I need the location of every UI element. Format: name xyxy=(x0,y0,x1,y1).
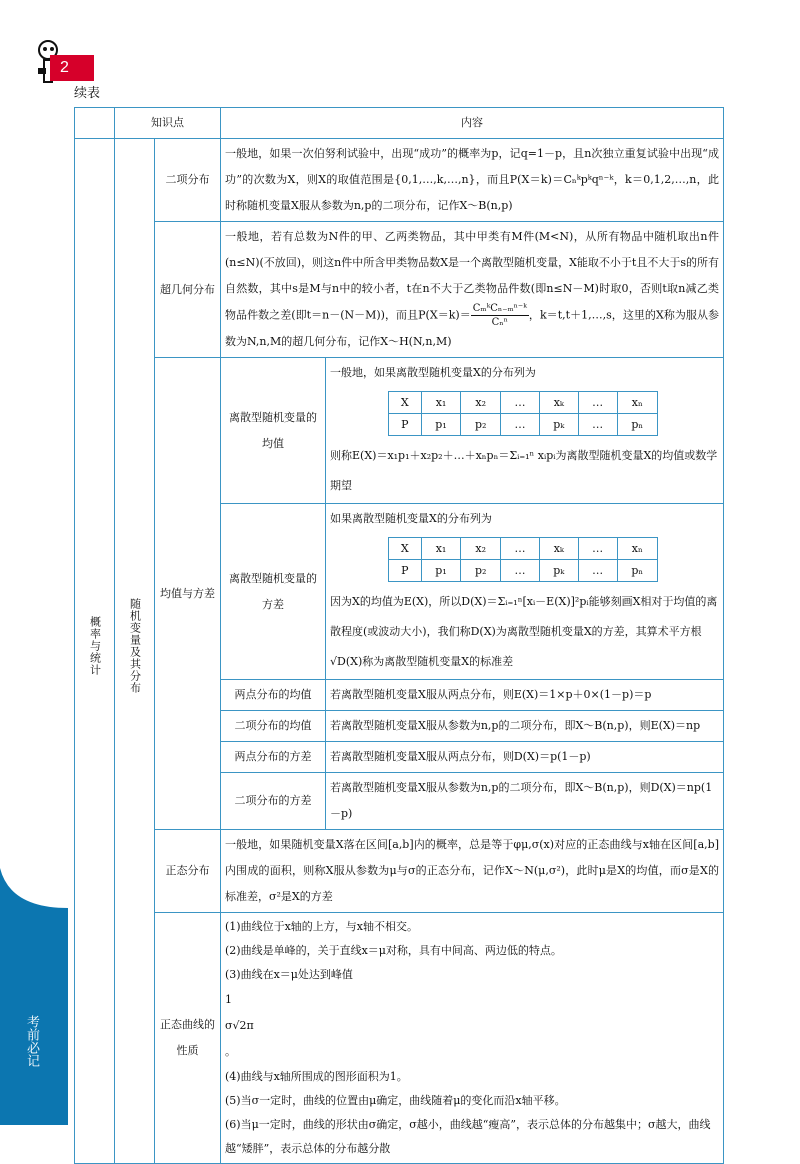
category-cell: 概率与统计 xyxy=(75,139,115,1164)
list-item: (2)曲线是单峰的，关于直线x＝μ对称，具有中间高、两边低的特点。 xyxy=(225,944,562,957)
binomial-label: 二项分布 xyxy=(155,139,221,222)
discrete-variance-content: 如果离散型随机变量X的分布列为 X x₁ x₂ … xₖ … xₙ P p₁ p₂ … pₖ … pₙ 因为X的均值为E(X)，所以D(X)＝Σᵢ₌₁ⁿ[xᵢ－E(X)]²pᵢ能够刻画X相对于均值的离散程度(或波动大小)，我们称D(X)为离散型随机变量X的方差，其算术平方根√D(X)称为离散型随机变量X的标准差 xyxy=(326,504,724,680)
page-number: 2 xyxy=(50,55,94,81)
two-point-mean-label: 两点分布的均值 xyxy=(221,680,326,711)
binomial-variance-content: 若离散型随机变量X服从参数为n,p的二项分布，即X～B(n,p)，则D(X)＝np(1－p) xyxy=(326,773,724,830)
discrete-mean-label: 离散型随机变量的均值 xyxy=(221,358,326,504)
discrete-mean-content: 一般地，如果离散型随机变量X的分布列为 X x₁ x₂ … xₖ … xₙ P p₁ p₂ … pₖ … pₙ 则称E(X)＝x₁p₁＋x₂p₂＋…＋xₙpₙ＝Σᵢ₌₁ⁿ xᵢpᵢ为离散型随机变量X的均值或数学期望 xyxy=(326,358,724,504)
knowledge-table xyxy=(74,107,724,1164)
list-item: (6)当μ一定时，曲线的形状由σ确定，σ越小，曲线越“瘦高”，表示总体的分布越集中；σ越大，曲线越“矮胖”，表示总体的分布越分散 xyxy=(225,1118,711,1155)
two-point-mean-content: 若离散型随机变量X服从两点分布，则E(X)＝1×p＋0×(1－p)＝p xyxy=(326,680,724,711)
distribution-table-mean: X x₁ x₂ … xₖ … xₙ P p₁ p₂ … pₖ … pₙ xyxy=(388,391,658,436)
continued-label: 续表 xyxy=(74,86,101,101)
binomial-content: 一般地，如果一次伯努利试验中，出现“成功”的概率为p，记q=1－p，且n次独立重复试验中出现“成功”的次数为X，则X的取值范围是{0,1,…,k,…,n}，而且P(X＝k)＝Cₙᵏpᵏqⁿ⁻ᵏ，k＝0,1,2,…,n，此时称随机变量X服从参数为n,p的二项分布，记作X～B(n,p) xyxy=(221,139,724,222)
mean-variance-label: 均值与方差 xyxy=(155,358,221,830)
distribution-table-variance: X x₁ x₂ … xₖ … xₙ P p₁ p₂ … pₖ … pₙ xyxy=(388,537,658,582)
list-item: (4)曲线与x轴所围成的图形面积为1。 xyxy=(225,1070,408,1083)
hypergeometric-content: 一般地，若有总数为N件的甲、乙两类物品，其中甲类有M件(M<N)，从所有物品中随机取出n件(n≤N)(不放回)，则这n件中所含甲类物品数X是一个离散型随机变量，X能取不小于t且不大于s的所有自然数，其中s是M与n中的较小者，t在n不大于乙类物品件数(即n≤N－M)时取0，否则t取n减乙类物品件数之差(即t＝n－(N－M))，而且P(X＝k)＝ $\frac{\text{CₘᵏCₙ₋ₘⁿ⁻ᵏ}}{\text{Cₙⁿ}}$ ，k＝t,t＋1,…,s，这里的X称为服从参数为N,n,M的超几何分布，记作X～H(N,n,M) xyxy=(221,222,724,358)
side-tab-label: 考前必记 xyxy=(25,1015,40,1067)
binomial-mean-content: 若离散型随机变量X服从参数为n,p的二项分布，即X～B(n,p)，则E(X)＝np xyxy=(326,711,724,742)
binomial-variance-label: 二项分布的方差 xyxy=(221,773,326,830)
normal-distribution-content: 一般地，如果随机变量X落在区间[a,b]内的概率，总是等于φμ,σ(x)对应的正态曲线与x轴在区间[a,b]内围成的面积，则称X服从参数为μ与σ的正态分布，记作X～N(μ,σ²)，此时μ是X的均值，而σ是X的标准差，σ²是X的方差 xyxy=(221,830,724,913)
normal-distribution-label: 正态分布 xyxy=(155,830,221,913)
header-knowledge: 知识点 xyxy=(115,108,221,139)
binomial-mean-label: 二项分布的均值 xyxy=(221,711,326,742)
two-point-variance-label: 两点分布的方差 xyxy=(221,742,326,773)
list-item: (3)曲线在x＝μ处达到峰值 xyxy=(225,968,353,981)
normal-curve-properties-content: (1)曲线位于x轴的上方，与x轴不相交。 (2)曲线是单峰的，关于直线x＝μ对称，具有中间高、两边低的特点。 (3)曲线在x＝μ处达到峰值 1 σ√2π 。 (4)曲线与x轴所围成的图形面积为1。 (5)当σ一定时，曲线的位置由μ确定，曲线随着μ的变化而沿x轴平移。 (6)当μ一定时，曲线的形状由σ确定，σ越小，曲线越“瘦高”，表示总体的分布越集中；σ越大，曲线越“矮胖”，表示总体的分布越分散 xyxy=(221,913,724,1164)
hypergeometric-label: 超几何分布 xyxy=(155,222,221,358)
subcategory-cell: 随机变量及其分布 xyxy=(115,139,155,1164)
normal-curve-properties-label: 正态曲线的性质 xyxy=(155,913,221,1164)
header-content: 内容 xyxy=(221,108,724,139)
list-item: (5)当σ一定时，曲线的位置由μ确定，曲线随着μ的变化而沿x轴平移。 xyxy=(225,1094,566,1107)
list-item: (1)曲线位于x轴的上方，与x轴不相交。 xyxy=(225,920,418,933)
discrete-variance-label: 离散型随机变量的方差 xyxy=(221,504,326,680)
two-point-variance-content: 若离散型随机变量X服从两点分布，则D(X)＝p(1－p) xyxy=(326,742,724,773)
